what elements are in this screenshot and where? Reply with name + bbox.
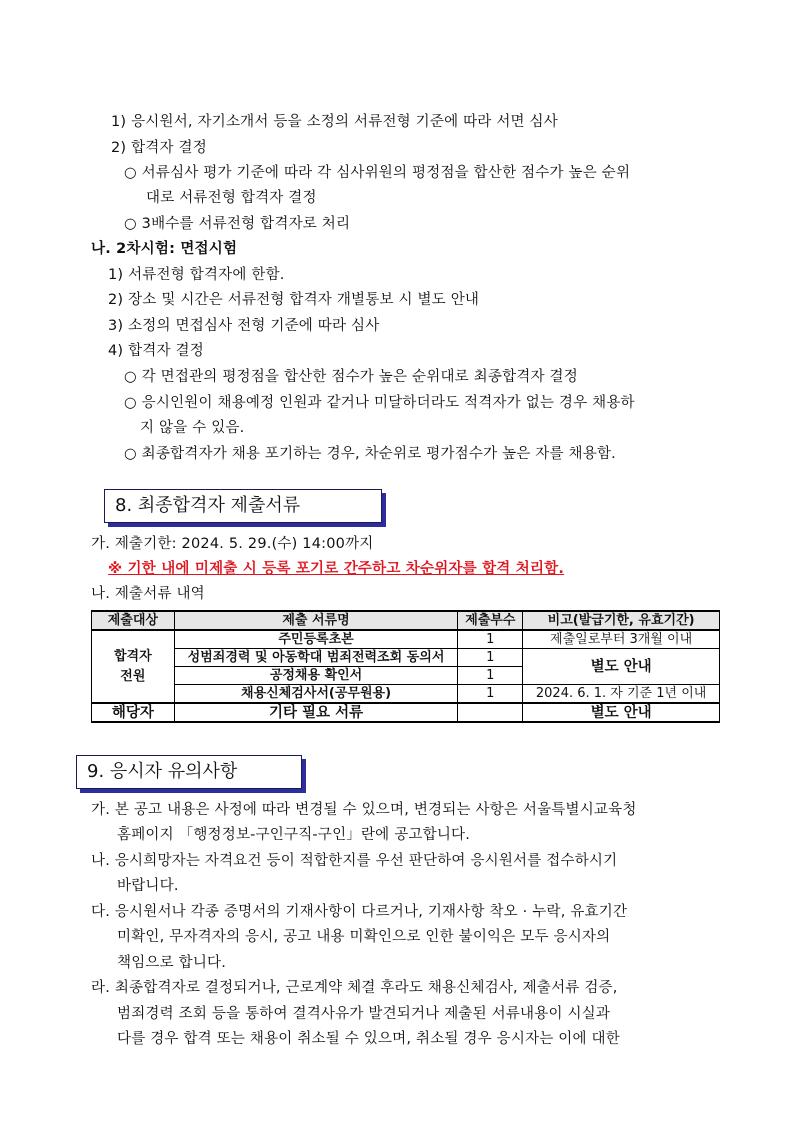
documents-table xyxy=(91,610,720,723)
doc-note-merged: 별도 안내 xyxy=(523,649,720,685)
table-row xyxy=(92,630,720,649)
section-8-heading: 8. 최종합격자 제출서류 xyxy=(104,489,382,523)
interview-item-2: 2) 장소 및 시간은 서류전형 합격자 개별통보 시 별도 안내 xyxy=(108,292,480,308)
deadline-warning xyxy=(108,559,564,579)
doc-screening-item-2: 2) 합격자 결정 xyxy=(111,140,207,156)
table-row xyxy=(92,685,720,704)
doc-note: 별도 안내 xyxy=(523,703,720,722)
doc-count: 1 xyxy=(458,685,523,704)
doc-screening-sub-1: ○ 서류심사 평가 기준에 따라 각 심사위원의 평정점을 합산한 점수가 높은 순위 xyxy=(124,165,631,181)
doc-note: 제출일로부터 3개월 이내 xyxy=(523,630,720,649)
interview-item-1: 1) 서류전형 합격자에 한함. xyxy=(108,267,285,283)
table-row xyxy=(92,649,720,667)
interview-sub-3: ○ 최종합격자가 채용 포기하는 경우, 차순위로 평가점수가 높은 자를 채용함. xyxy=(124,446,616,462)
interview-sub-2-cont: 지 않을 수 있음. xyxy=(140,420,245,436)
submission-deadline: 가. 제출기한: 2024. 5. 29.(수) 14:00까지 xyxy=(91,536,374,552)
doc-count: 1 xyxy=(458,667,523,685)
target-all-passers: 합격자 전원 xyxy=(92,630,175,703)
doc-screening-sub-1-cont: 대로 서류전형 합격자 결정 xyxy=(146,190,317,206)
warning-mark: ※ xyxy=(108,561,123,577)
doc-screening-sub-2: ○ 3배수를 서류전형 합격자로 처리 xyxy=(124,216,351,232)
interview-sub-1: ○ 각 면접관의 평정점을 합산한 점수가 높은 순위대로 최종합격자 결정 xyxy=(124,369,578,385)
interview-sub-2: ○ 응시인원이 채용예정 인원과 같거나 미달하더라도 적격자가 없는 경우 채용하 xyxy=(124,395,635,411)
doc-name: 기타 필요 서류 xyxy=(174,703,458,722)
notice-da-cont-1: 미확인, 무자격자의 응시, 공고 내용 미확인으로 인한 불이익은 모두 응시자의 xyxy=(117,929,611,945)
header-document: 제출 서류명 xyxy=(174,611,458,630)
stage2-heading: 나. 2차시험: 면접시험 xyxy=(91,241,238,257)
notice-ra-cont-2: 다를 경우 합격 또는 채용이 취소될 수 있으며, 취소될 경우 응시자는 이에 대한 xyxy=(117,1031,620,1047)
notice-na: 나. 응시희망자는 자격요건 등이 적합한지를 우선 판단하여 응시원서를 접수하시기 xyxy=(91,853,618,869)
section-9-heading: 9. 응시자 유의사항 xyxy=(76,755,302,789)
notice-ga-cont: 홈페이지 「행정정보-구인구직-구인」란에 공고합니다. xyxy=(117,827,471,843)
doc-name: 공정채용 확인서 xyxy=(174,667,458,685)
table-header-row xyxy=(92,611,720,630)
doc-count: 1 xyxy=(458,649,523,667)
header-count: 제출부수 xyxy=(458,611,523,630)
table-row xyxy=(92,703,720,722)
interview-item-4: 4) 합격자 결정 xyxy=(108,343,204,359)
notice-ga: 가. 본 공고 내용은 사정에 따라 변경될 수 있으며, 변경되는 사항은 서울특별시교육청 xyxy=(91,802,637,818)
notice-da-cont-2: 책임으로 합니다. xyxy=(117,955,227,971)
notice-ra-cont-1: 범죄경력 조회 등을 통하여 결격사유가 발견되거나 제출된 서류내용이 시실과 xyxy=(117,1006,611,1022)
notice-da: 다. 응시원서나 각종 증명서의 기재사항이 다르거나, 기재사항 착오 · 누락, 유효기간 xyxy=(91,904,628,920)
doc-name: 성범죄경력 및 아동학대 범죄전력조회 동의서 xyxy=(174,649,458,667)
doc-name: 주민등록초본 xyxy=(174,630,458,649)
doc-screening-item-1: 1) 응시원서, 자기소개서 등을 소정의 서류전형 기준에 따라 서면 심사 xyxy=(111,114,558,130)
header-note: 비고(발급기한, 유효기간) xyxy=(523,611,720,630)
doc-count xyxy=(458,703,523,722)
doc-name: 채용신체검사서(공무원용) xyxy=(174,685,458,704)
documents-list-heading: 나. 제출서류 내역 xyxy=(91,586,205,602)
notice-na-cont: 바랍니다. xyxy=(117,878,179,894)
target-applicable: 해당자 xyxy=(92,703,175,722)
interview-item-3: 3) 소정의 면접심사 전형 기준에 따라 심사 xyxy=(108,318,380,334)
warning-text: 기한 내에 미제출 시 등록 포기로 간주하고 차순위자를 합격 처리함. xyxy=(122,561,565,577)
doc-note: 2024. 6. 1. 자 기준 1년 이내 xyxy=(523,685,720,704)
header-target: 제출대상 xyxy=(92,611,175,630)
notice-ra: 라. 최종합격자로 결정되거나, 근로계약 체결 후라도 채용신체검사, 제출서류 검증, xyxy=(91,980,618,996)
doc-count: 1 xyxy=(458,630,523,649)
